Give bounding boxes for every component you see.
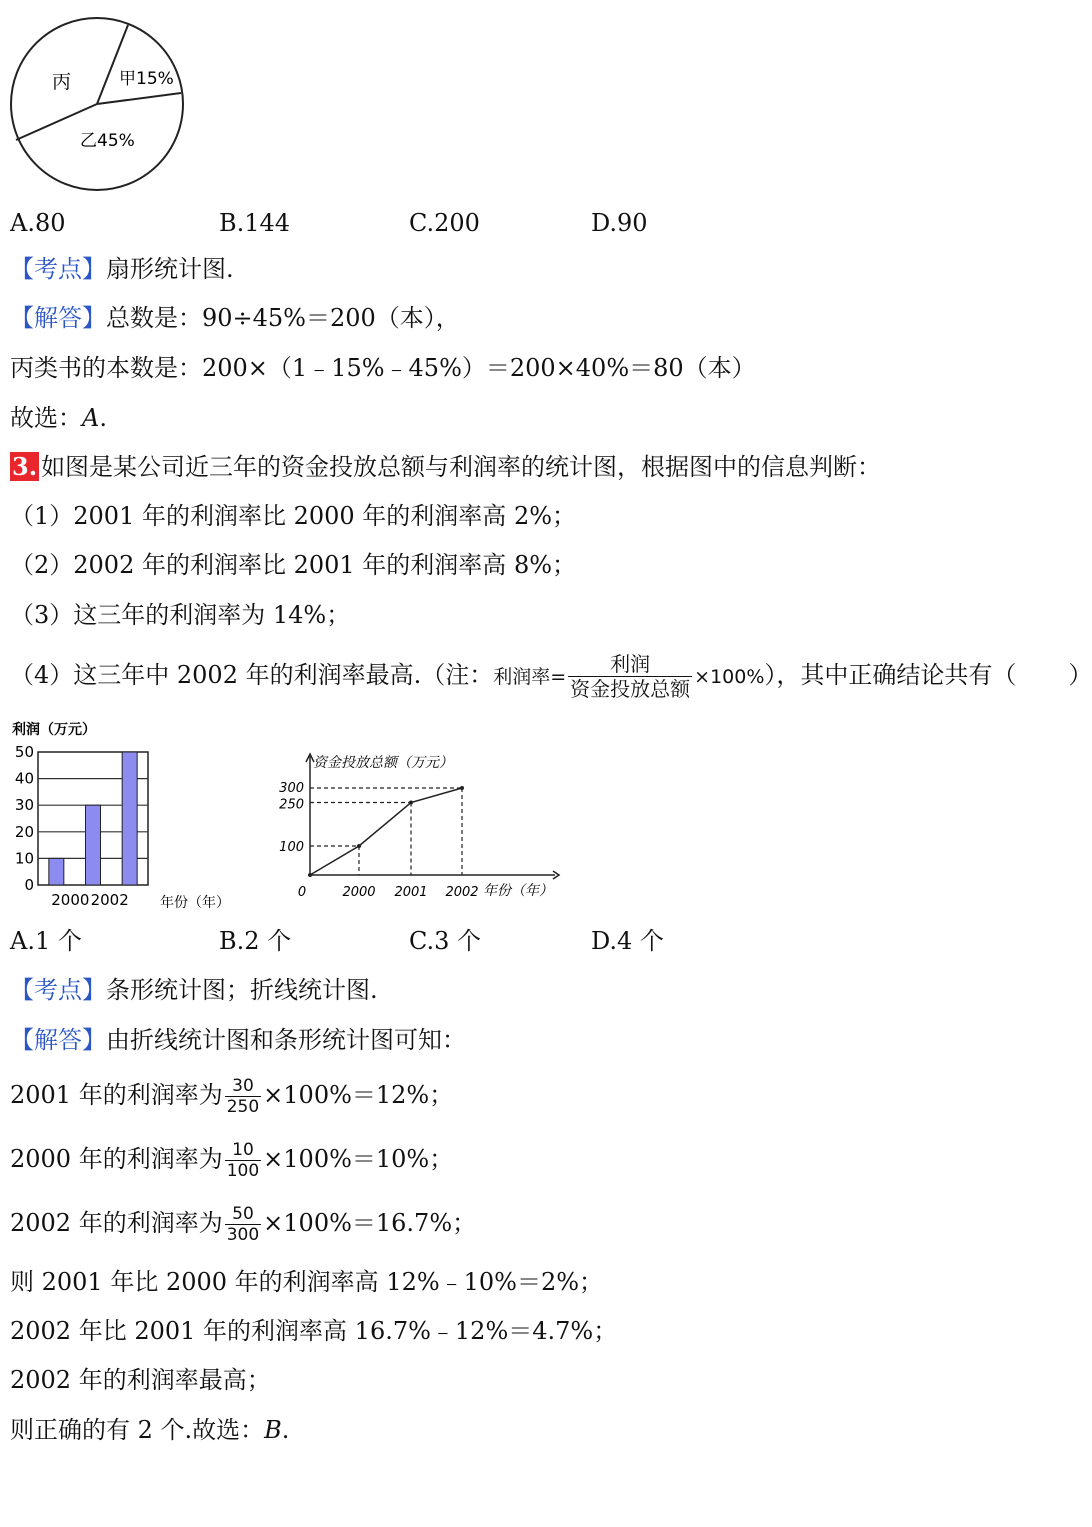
pie-label-yi: 乙45% [80,131,135,151]
rate-2002-post: ×100%＝16.7%； [263,1209,477,1237]
rate-2001-post: ×100%＝12%； [263,1081,454,1109]
bar-chart-xlabel: 年份（年） [160,895,230,911]
s4-close: ） [1068,661,1092,689]
s4-post: ），其中正确结论共有（ [764,661,1017,689]
q3-jieda [10,1024,466,1056]
line-origin-label: 0 [297,885,307,900]
q2-option-d: D.90 [591,209,648,237]
q3-stem-text: 如图是某公司近三年的资金投放总额与利润率的统计图，根据图中的信息判断： [41,453,882,481]
frac-num: 10 [225,1140,261,1161]
line-chart [255,742,575,912]
frac-den: 100 [226,1161,260,1181]
jieda-tag: 【解答】 [10,1026,106,1054]
q2-line2: 丙类书的本数是：200×（1﹣15%﹣45%）＝200×40%＝80（本） [10,354,756,382]
q2-jieda [10,302,460,334]
jieda-tag: 【解答】 [10,304,106,332]
s4-pre: （4）这三年中 2002 年的利润率最高.（注： [10,661,494,689]
q2-option-c: C.200 [409,209,480,237]
pie-chart [0,0,200,200]
formula-den: 资金投放总额 [570,677,691,701]
bar-chart [0,712,250,912]
q3-statement-2: （2）2002 年的利润率比 2001 年的利润率高 8%； [10,551,577,579]
rate-2001-fraction [225,1076,261,1117]
conclusion-4 [10,1414,289,1446]
q3-option-d: D.4 个 [591,927,664,955]
bar-y-tick: 40 [14,769,34,788]
q3-stem [10,451,881,483]
line-point [308,873,312,877]
c4-pre: 则正确的有 2 个.故选： [10,1416,265,1444]
jieda-text: 由折线统计图和条形统计图可知： [106,1026,466,1054]
line-point [357,844,361,848]
rate-2002-line [10,1204,476,1245]
q3-statement-3: （3）这三年的利润率为 14%； [10,601,351,629]
q3-kaodian [10,974,378,1006]
jieda-text: 总数是：90÷45%＝200（本）， [106,304,460,332]
bar-y-tick: 0 [24,876,34,894]
q3-option-a: A.1 个 [10,927,82,955]
frac-num: 30 [225,1076,261,1097]
line-x-label: 2001 [394,885,428,900]
bar-y-tick: 50 [14,743,34,761]
formula-num: 利润 [568,652,692,677]
line-series [310,788,462,875]
formula-label: 利润率= [493,666,567,688]
kaodian-text: 条形统计图；折线统计图. [106,976,378,1004]
bar [49,858,64,885]
bar [86,805,101,885]
line-y-label: 300 [279,781,304,796]
q2-answer [10,402,107,434]
rate-2000-line [10,1140,453,1181]
c4-post: . [281,1416,290,1444]
frac-den: 250 [226,1097,260,1117]
bar-y-tick: 10 [14,849,34,868]
q2-option-a: A.80 [10,209,66,237]
kaodian-tag: 【考点】 [10,255,106,283]
bar-y-tick: 20 [14,822,34,841]
answer-suffix: . [99,404,107,432]
q3-option-c: C.3 个 [409,927,482,955]
rate-2001-line [10,1076,453,1117]
conclusion-3: 2002 年的利润率最高； [10,1366,271,1394]
line-x-label: 2000 [342,885,376,900]
answer-prefix: 故选： [10,404,82,432]
conclusion-2: 2002 年比 2001 年的利润率高 16.7%﹣12%＝4.7%； [10,1317,618,1345]
pie-label-bing: 丙 [52,71,72,93]
line-y-label: 100 [279,840,304,855]
kaodian-text: 扇形统计图. [106,255,234,283]
line-x-label: 2002 [445,885,479,900]
bar-x-label: 2002 [90,891,129,909]
frac-den: 300 [226,1225,260,1245]
bar [122,752,137,885]
pie-label-jia: 甲15% [119,69,174,89]
rate-2000-pre: 2000 年的利润率为 [10,1145,223,1173]
rate-2001-pre: 2001 年的利润率为 [10,1081,223,1109]
bar-y-tick: 30 [14,796,34,815]
q3-option-b: B.2 个 [219,927,292,955]
q3-statement-4 [10,652,1092,701]
q3-statement-1: （1）2001 年的利润率比 2000 年的利润率高 2%； [10,502,577,530]
line-chart-xlabel: 年份（年） [483,883,553,899]
line-chart-title: 资金投放总额（万元） [313,755,453,771]
bar-x-label: 2000 [51,891,90,909]
bar-chart-title: 利润（万元） [12,722,96,738]
frac-num: 50 [225,1204,261,1225]
line-y-label: 250 [279,797,304,813]
rate-2000-post: ×100%＝10%； [263,1145,454,1173]
rate-2000-fraction [225,1140,261,1181]
line-point [460,786,464,790]
line-point [409,801,413,805]
conclusion-1: 则 2001 年比 2000 年的利润率高 12%﹣10%＝2%； [10,1268,604,1296]
rate-2002-fraction [225,1204,261,1245]
rate-2002-pre: 2002 年的利润率为 [10,1209,223,1237]
formula-fraction [568,652,692,701]
q2-kaodian [10,253,234,285]
kaodian-tag: 【考点】 [10,976,106,1004]
question-number: 3. [12,452,38,481]
formula-mult: ×100% [694,666,765,688]
q2-option-b: B.144 [219,209,291,237]
c4-answer: B [264,1416,282,1444]
answer-letter: A [82,404,100,432]
